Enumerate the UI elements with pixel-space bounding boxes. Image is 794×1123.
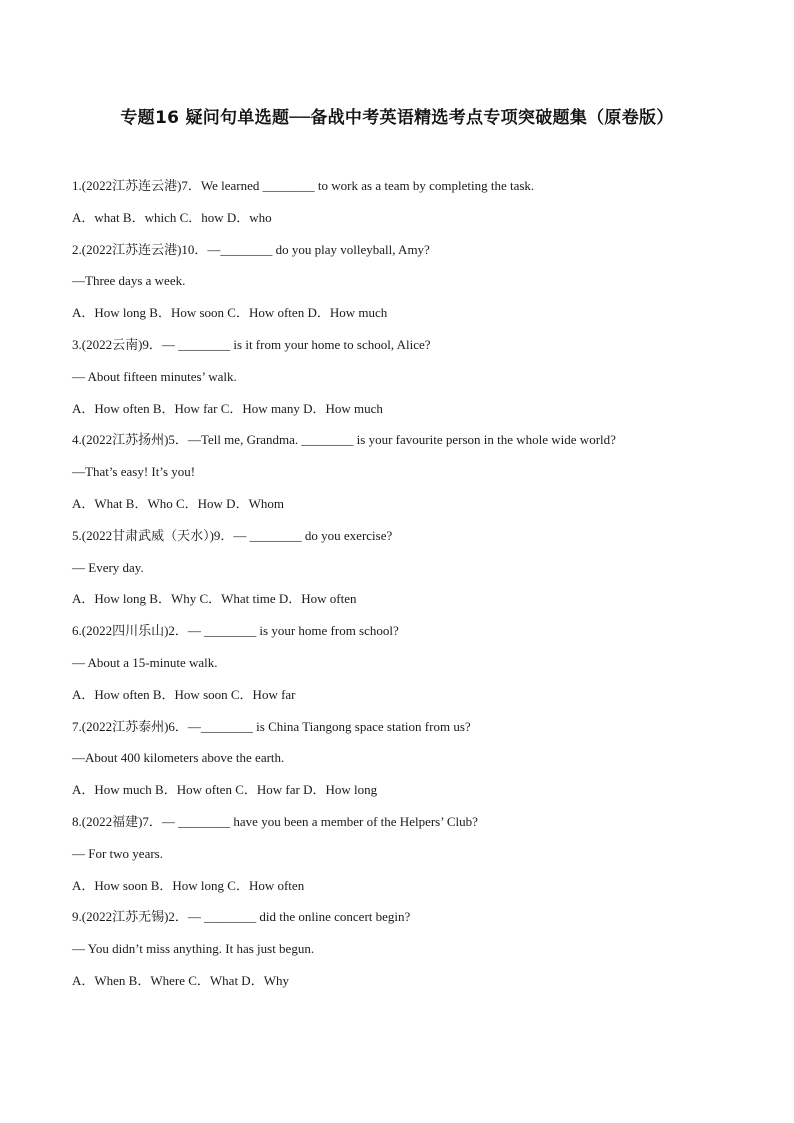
question-dialogue-line: — Every day. (72, 559, 144, 575)
question-options: A．How soon B．How long C．How often (72, 877, 305, 893)
question-stem: 9.(2022江苏无锡)2．— ________ did the online concert begin? (72, 909, 411, 925)
question-list (72, 176, 732, 1003)
question-item (72, 430, 732, 525)
question-stem: 4.(2022江苏扬州)5．—Tell me, Grandma. ________ is your favourite person in the whole wide world? (72, 432, 616, 448)
question-item (72, 717, 732, 812)
question-options: A．How much B．How often C．How far D．How long (72, 782, 378, 798)
question-stem: 6.(2022四川乐山)2．— ________ is your home from school? (72, 623, 399, 639)
question-item (72, 176, 732, 240)
question-dialogue-line: — About a 15-minute walk. (72, 654, 218, 670)
question-item (72, 240, 732, 335)
question-stem: 2.(2022江苏连云港)10．—________ do you play volleyball, Amy? (72, 241, 430, 257)
question-item (72, 335, 732, 430)
document-title: 专题16 疑问句单选题──备战中考英语精选考点专项突破题集（原卷版） (120, 108, 674, 128)
question-dialogue-line: — For two years. (72, 845, 163, 861)
question-stem: 5.(2022甘肃武威（天水）)9．— ________ do you exercise? (72, 527, 393, 543)
question-options: A．what B．which C．how D．who (72, 209, 272, 225)
question-stem: 3.(2022云南)9．— ________ is it from your home to school, Alice? (72, 336, 431, 352)
question-dialogue-line: —About 400 kilometers above the earth. (72, 750, 285, 766)
question-options: A．How often B．How soon C．How far (72, 686, 296, 702)
question-options: A．How long B．Why C．What time D．How often (72, 591, 357, 607)
question-stem: 7.(2022江苏泰州)6．—________ is China Tiangong space station from us? (72, 718, 471, 734)
question-item (72, 907, 732, 1002)
question-stem: 8.(2022福建)7．— ________ have you been a member of the Helpers’ Club? (72, 813, 478, 829)
question-item (72, 621, 732, 716)
question-item (72, 812, 732, 907)
question-dialogue-line: —Three days a week. (72, 273, 186, 289)
question-options: A．How often B．How far C．How many D．How much (72, 400, 383, 416)
question-dialogue-line: — You didn’t miss anything. It has just begun. (72, 941, 315, 957)
question-dialogue-line: —That’s easy! It’s you! (72, 464, 196, 480)
question-options: A．When B．Where C．What D．Why (72, 972, 289, 988)
question-options: A．What B．Who C．How D．Whom (72, 495, 284, 511)
question-dialogue-line: — About fifteen minutes’ walk. (72, 368, 237, 384)
question-options: A．How long B．How soon C．How often D．How much (72, 305, 388, 321)
question-stem: 1.(2022江苏连云港)7．We learned ________ to work as a team by completing the task. (72, 178, 535, 193)
question-item (72, 526, 732, 621)
